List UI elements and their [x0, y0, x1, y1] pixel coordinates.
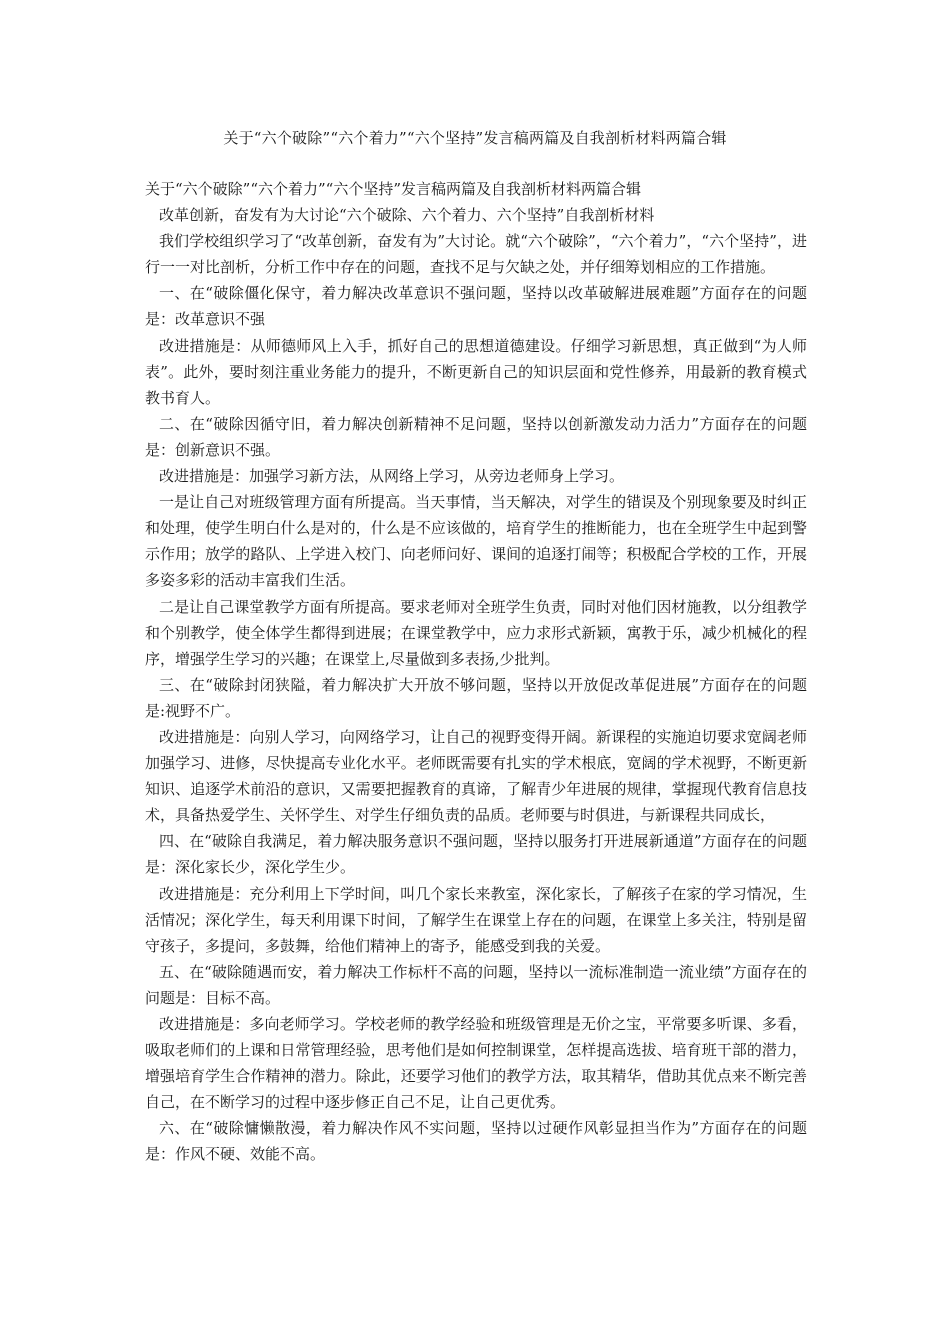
body-paragraph: 我们学校组织学习了“改革创新，奋发有为”大讨论。就“六个破除”，“六个着力”，“六个坚持”，进行一一对比剖析，分析工作中存在的问题，查找不足与欠缺之处，并仔细筹划相应的工作措施。: [145, 232, 807, 277]
section-heading-2: 二、在“破除因循守旧，着力解决创新精神不足问题，坚持以创新激发动力活力”方面存在的问题是：创新意识不强。: [145, 414, 807, 459]
section-heading-1: 一、在“破除僵化保守，着力解决改革意识不强问题，坚持以改革破解进展难题”方面存在的问题是：改革意识不强: [145, 284, 807, 329]
body-paragraph: 改进措施是：加强学习新方法，从网络上学习，从旁边老师身上学习。: [159, 467, 625, 486]
section-heading-6: 六、在“破除慵懒散漫，着力解决作风不实问题，坚持以过硬作风彰显担当作为”方面存在的问题是：作风不硬、效能不高。: [145, 1119, 807, 1164]
document-subtitle: 改革创新，奋发有为大讨论“六个破除、六个着力、六个坚持”自我剖析材料: [159, 206, 655, 225]
body-paragraph: 二是让自己课堂教学方面有所提高。要求老师对全班学生负责，同时对他们因材施教，以分组教学和个别教学，使全体学生都得到进展；在课堂教学中，应力求形式新颖，寓教于乐，减少机械化的程序，增强学生学习的兴趣；在课堂上,尽量做到多表扬,少批判。: [145, 597, 807, 668]
body-paragraph: 改进措施是：向别人学习，向网络学习，让自己的视野变得开阔。新课程的实施迫切要求宽阔老师加强学习、进修，尽快提高专业化水平。老师既需要有扎实的学术根底，宽阔的学术视野，不断更新知识、追逐学术前沿的意识，又需要把握教育的真谛，了解青少年进展的规律，掌握现代教育信息技术，具备热爱学生、关怀学生、对学生仔细负责的品质。老师要与时俱进，与新课程共同成长，: [145, 727, 807, 825]
section-heading-5: 五、在“破除随遇而安，着力解决工作标杆不高的问题，坚持以一流标准制造一流业绩”方面存在的问题是：目标不高。: [145, 962, 807, 1007]
document-body: [145, 176, 807, 1168]
document-heading-line: 关于“六个破除”“六个着力”“六个坚持”发言稿两篇及自我剖析材料两篇合辑: [145, 180, 642, 198]
body-paragraph: 一是让自己对班级管理方面有所提高。当天事情，当天解决，对学生的错误及个别现象要及时纠正和处理，使学生明白什么是对的，什么是不应该做的，培育学生的推断能力，也在全班学生中起到警示作用；放学的路队、上学进入校门、向老师问好、课间的追逐打闹等；积极配合学校的工作，开展多姿多彩的活动丰富我们生活。: [145, 493, 807, 590]
section-heading-4: 四、在“破除自我满足，着力解决服务意识不强问题，坚持以服务打开进展新通道”方面存在的问题是：深化家长少，深化学生少。: [145, 832, 807, 877]
body-paragraph: 改进措施是：充分利用上下学时间，叫几个家长来教室，深化家长，了解孩子在家的学习情况，生活情况；深化学生，每天利用课下时间，了解学生在课堂上存在的问题，在课堂上多关注，特别是留守孩子，多提问，多鼓舞，给他们精神上的寄予，能感受到我的关爱。: [145, 884, 807, 955]
body-paragraph: 改进措施是：从师德师风上入手，抓好自己的思想道德建设。仔细学习新思想，真正做到“为人师表”。此外，要时刻注重业务能力的提升，不断更新自己的知识层面和党性修养，用最新的教育模式教书育人。: [145, 336, 807, 407]
body-paragraph: 改进措施是：多向老师学习。学校老师的教学经验和班级管理是无价之宝，平常要多听课、多看，吸取老师们的上课和日常管理经验，思考他们是如何控制课堂，怎样提高选拔、培育班干部的潜力，增强培育学生合作精神的潜力。除此，还要学习他们的教学方法，取其精华，借助其优点来不断完善自己，在不断学习的过程中逐步修正自己不足，让自己更优秀。: [145, 1015, 807, 1112]
document-title: 关于“六个破除”“六个着力”“六个坚持”发言稿两篇及自我剖析材料两篇合辑: [223, 129, 727, 147]
section-heading-3: 三、在“破除封闭狭隘，着力解决扩大开放不够问题，坚持以开放促改革促进展”方面存在的问题是:视野不广。: [145, 675, 807, 720]
